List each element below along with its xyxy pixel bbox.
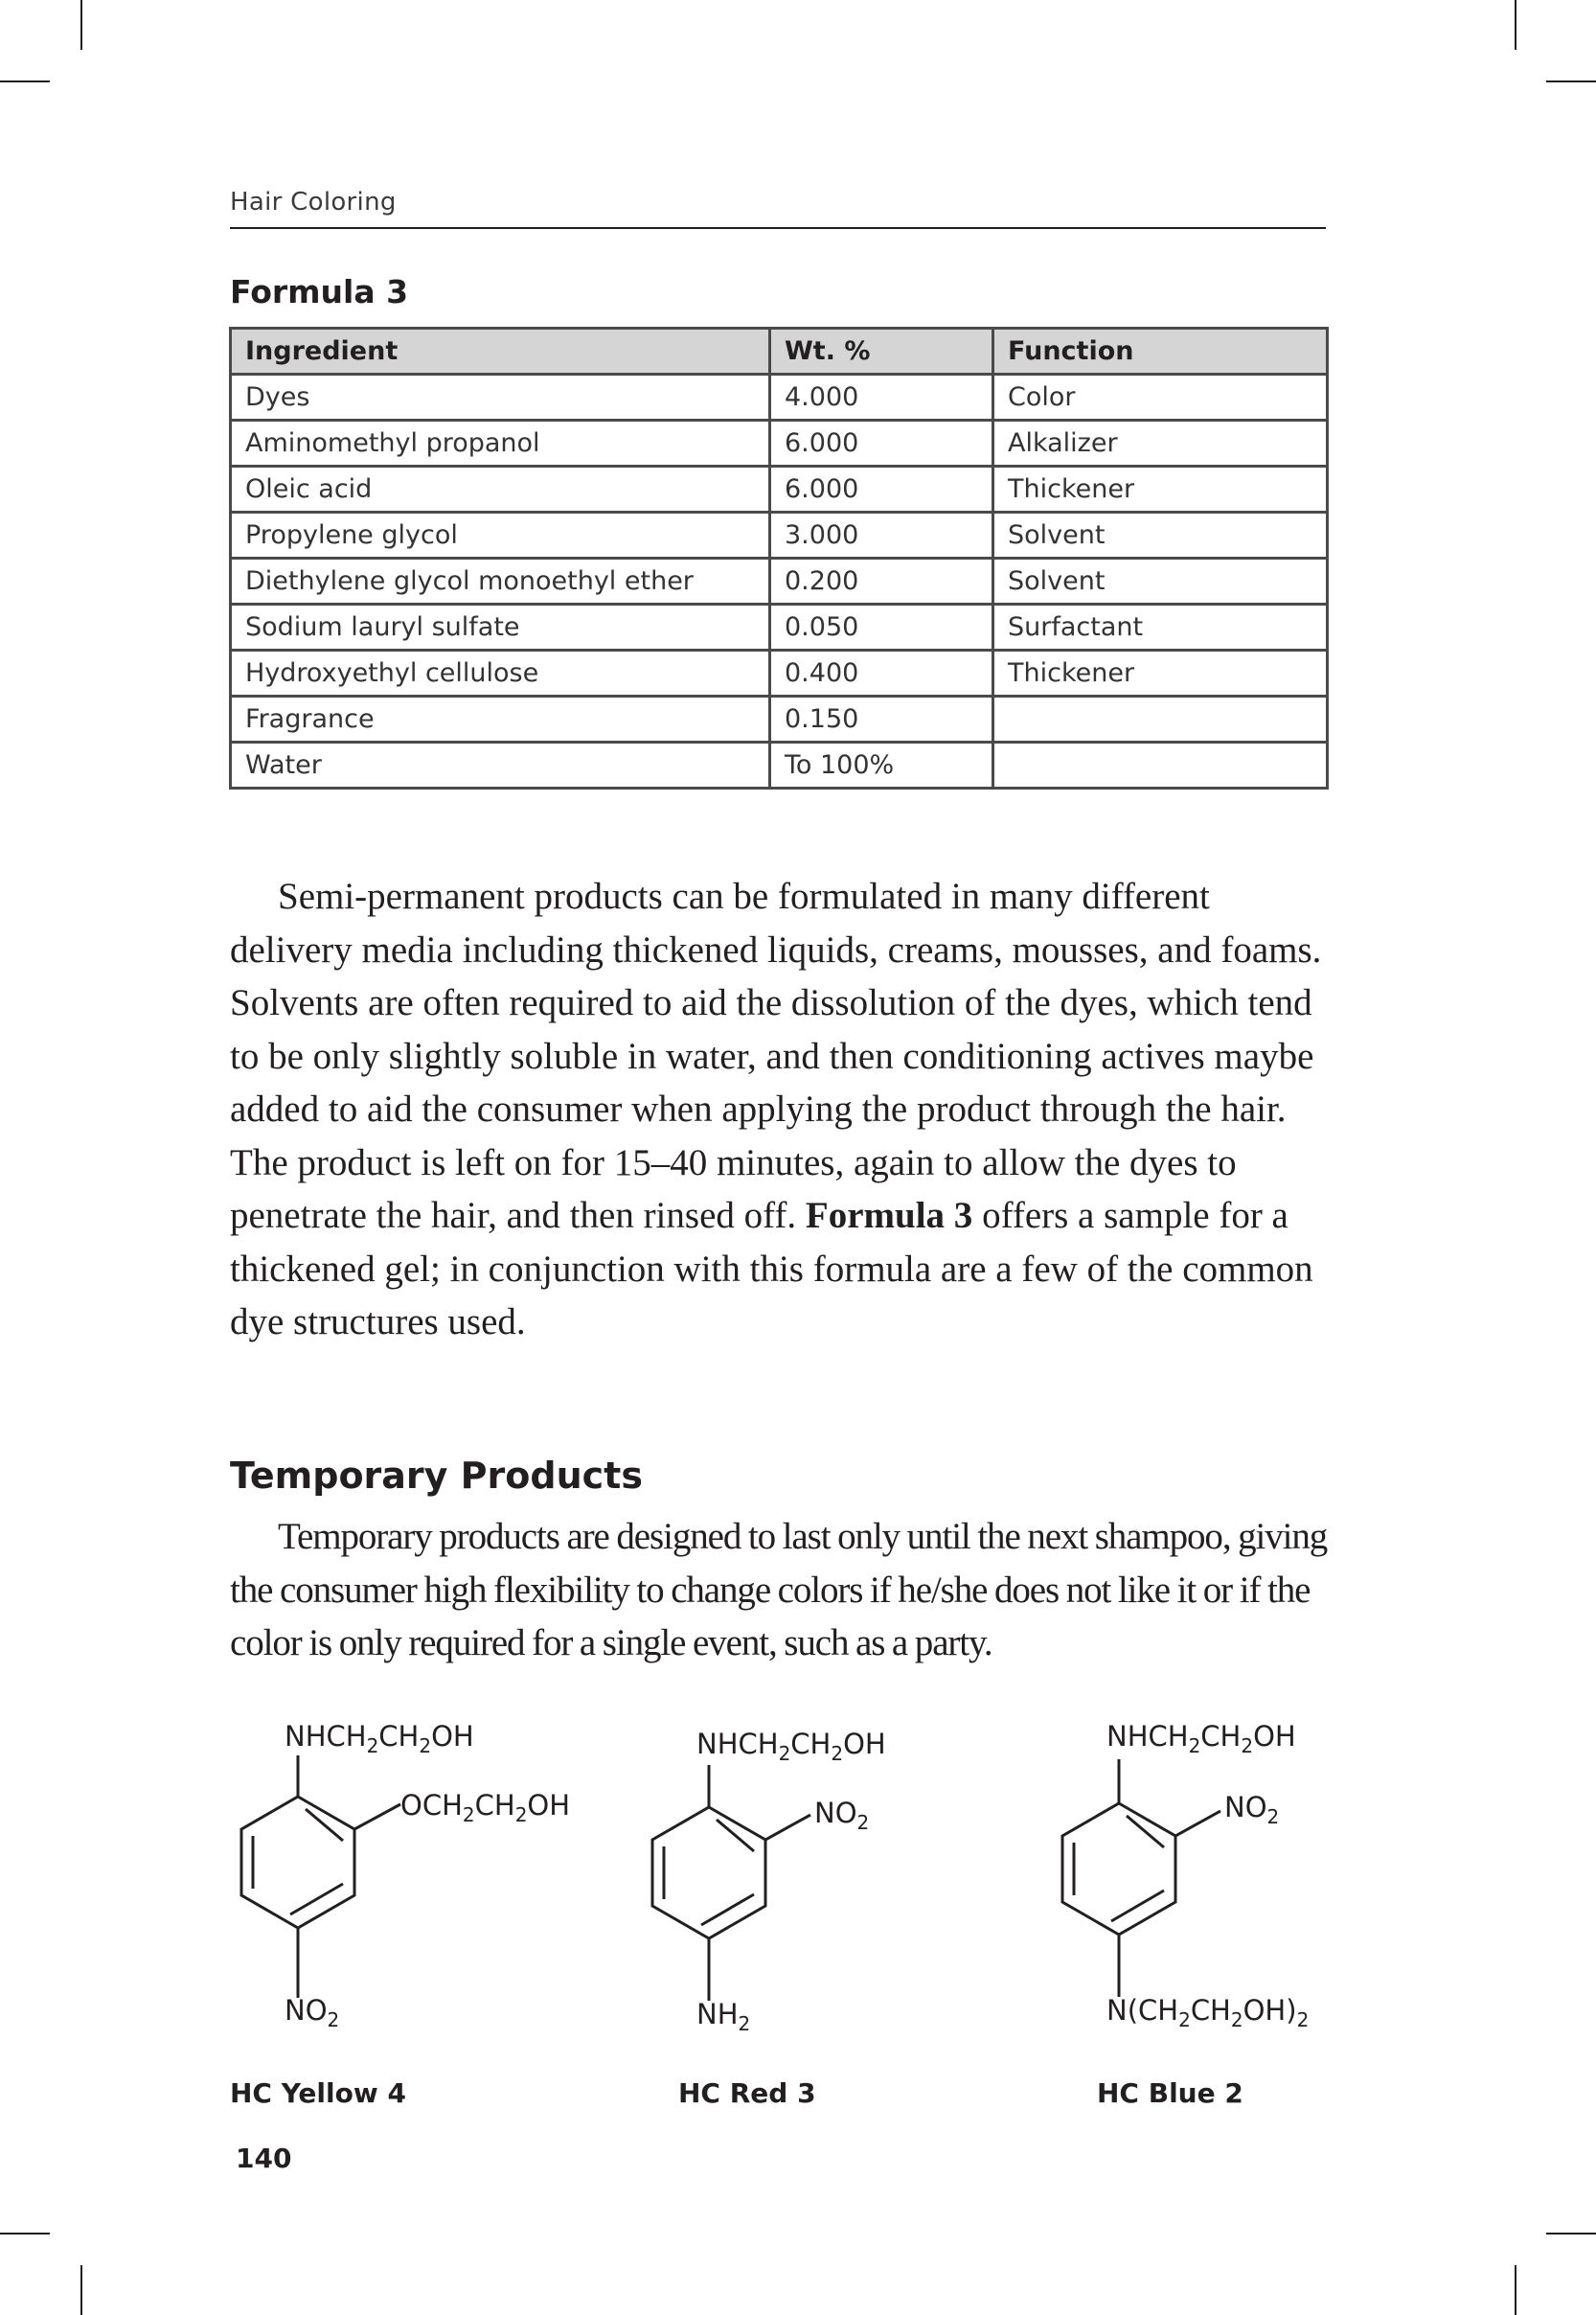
formula-text: NO (814, 1797, 857, 1829)
formula-text: NHCH (285, 1720, 367, 1753)
formula-text: CH (474, 1789, 515, 1822)
formula-text: OCH (400, 1789, 463, 1822)
formula-text: OH (843, 1728, 886, 1760)
hc-yellow-4-structure (241, 1720, 570, 2031)
double-bond-line (701, 1894, 754, 1925)
subscript: 2 (1296, 2008, 1310, 2031)
substituent-label (1106, 1994, 1309, 2031)
subscript: 2 (778, 1742, 791, 1765)
function-cell: Color (993, 375, 1328, 421)
substituent-label (1106, 1720, 1296, 1757)
ingredient-cell: Water (231, 743, 770, 789)
subscript: 2 (366, 1734, 379, 1757)
function-cell: Thickener (993, 467, 1328, 513)
column-header-function: Function (993, 329, 1328, 375)
hc-red-3-structure (652, 1728, 886, 2035)
subscript: 2 (514, 1803, 528, 1826)
substituent-bond (354, 1804, 400, 1829)
substituent-label (696, 1728, 886, 1765)
ingredient-cell: Diethylene glycol monoethyl ether (231, 559, 770, 605)
substituent-label (400, 1789, 570, 1826)
subscript: 2 (856, 1811, 870, 1834)
subscript: 2 (1178, 2008, 1191, 2031)
ingredient-cell: Aminomethyl propanol (231, 421, 770, 467)
weight-cell: 0.400 (770, 651, 993, 697)
benzene-ring (1062, 1803, 1175, 1935)
subscript: 2 (419, 1734, 432, 1757)
formula-text: CH (1190, 1994, 1231, 2027)
function-cell: Alkalizer (993, 421, 1328, 467)
dye-name-label: HC Blue 2 (1097, 2077, 1243, 2109)
hc-blue-2-structure (1062, 1720, 1309, 2031)
subscript: 2 (738, 2012, 751, 2035)
formula-text: OH) (1243, 1994, 1297, 2027)
function-cell: Solvent (993, 513, 1328, 559)
formula-text: OH (1253, 1720, 1296, 1753)
function-cell: Solvent (993, 559, 1328, 605)
subscript: 2 (1188, 1734, 1201, 1757)
formula-text: CH (378, 1720, 420, 1753)
weight-cell: 0.050 (770, 605, 993, 651)
benzene-ring (652, 1807, 765, 1938)
subscript: 2 (831, 1742, 844, 1765)
double-bond-line (717, 1820, 754, 1851)
double-bond-line (290, 1884, 343, 1914)
subscript: 2 (1266, 1805, 1280, 1828)
formula-title: Formula 3 (230, 273, 409, 310)
formula-text: OH (431, 1720, 474, 1753)
formula-text: CH (1200, 1720, 1242, 1753)
formula-text: NO (1224, 1791, 1267, 1823)
weight-cell: 0.150 (770, 697, 993, 743)
column-header-weight: Wt. % (770, 329, 993, 375)
double-bond-line (306, 1809, 343, 1841)
weight-cell: 3.000 (770, 513, 993, 559)
function-cell: Thickener (993, 651, 1328, 697)
dye-name-label: HC Yellow 4 (230, 2077, 406, 2109)
substituent-bond (765, 1815, 810, 1840)
subscript: 2 (1241, 1734, 1254, 1757)
subscript: 2 (462, 1803, 475, 1826)
ingredient-cell: Sodium lauryl sulfate (231, 605, 770, 651)
ingredient-cell: Dyes (231, 375, 770, 421)
ingredient-cell: Fragrance (231, 697, 770, 743)
substituent-bond (1175, 1811, 1220, 1836)
function-cell: Surfactant (993, 605, 1328, 651)
formula-text: NHCH (1106, 1720, 1189, 1753)
ingredient-cell: Hydroxyethyl cellulose (231, 651, 770, 697)
substituent-label (285, 1994, 339, 2031)
dye-name-label: HC Red 3 (678, 2077, 816, 2109)
page-number: 140 (236, 2143, 292, 2174)
benzene-ring (241, 1797, 354, 1928)
formula-text: N(CH (1106, 1994, 1179, 2027)
double-bond-line (1111, 1891, 1164, 1921)
formula-text: NO (285, 1994, 328, 2027)
ingredient-cell: Oleic acid (231, 467, 770, 513)
substituent-label (814, 1797, 869, 1834)
formula-text: NHCH (696, 1728, 779, 1760)
weight-cell: To 100% (770, 743, 993, 789)
weight-cell: 4.000 (770, 375, 993, 421)
paragraph-text: Semi-permanent products can be formulated in many different delivery media including thickened liquids, creams, mousses, and foams. Solvents are often required to aid the dissolution of the dyes, which tend to be only slightly soluble in water, and then conditioning actives maybe added to aid the consumer when applying the product through the hair. The product is left on for 15–40 minutes, again to allow the dyes to penetrate the hair, and then rinsed off. (230, 876, 1322, 1236)
substituent-label (1224, 1791, 1279, 1828)
weight-cell: 0.200 (770, 559, 993, 605)
double-bond-line (1127, 1816, 1164, 1847)
formula-reference: Formula 3 (805, 1195, 973, 1236)
section-heading: Temporary Products (230, 1455, 643, 1497)
temporary-paragraph: Temporary products are designed to last only until the next shampoo, giving the consumer high flexibility to change colors if he/she does not like it or if the color is only required for a single event, such as a party. (230, 1516, 1328, 1663)
formula-text: CH (790, 1728, 832, 1760)
substituent-label (285, 1720, 474, 1757)
weight-cell: 6.000 (770, 421, 993, 467)
substituent-label (696, 1998, 750, 2035)
weight-cell: 6.000 (770, 467, 993, 513)
column-header-ingredient: Ingredient (231, 329, 770, 375)
subscript: 2 (327, 2008, 340, 2031)
formula-text: OH (527, 1789, 571, 1822)
formula-text: NH (696, 1998, 739, 2030)
running-head: Hair Coloring (230, 188, 397, 217)
subscript: 2 (1230, 2008, 1243, 2031)
paragraph-text: offers a sample for a thickened gel; in conjunction with this formula are a few of the common dye structures used. (230, 1195, 1313, 1342)
ingredient-cell: Propylene glycol (231, 513, 770, 559)
